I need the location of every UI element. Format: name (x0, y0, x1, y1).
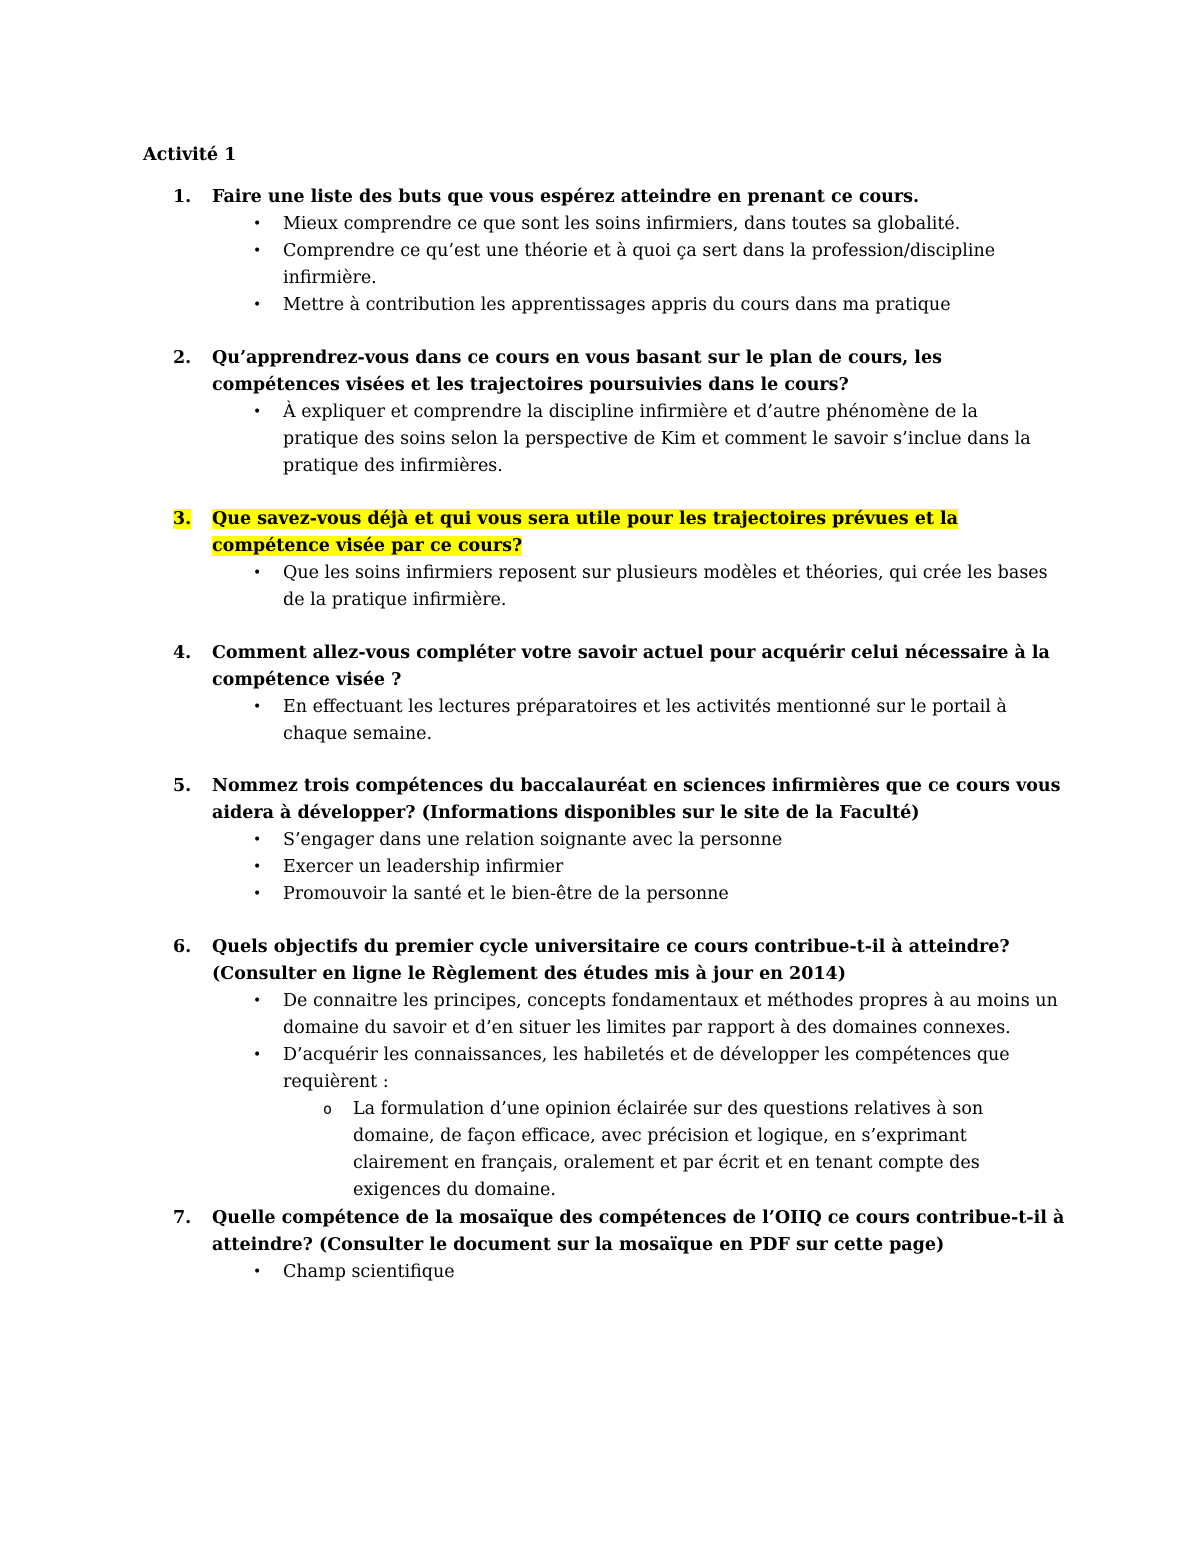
list-item (0, 827, 1200, 854)
answer-text: Champ scientifique (283, 1262, 455, 1282)
answer-text: En effectuant les lectures préparatoires et les activités mentionné sur le portail à chaque semaine. (283, 697, 1007, 744)
bullet-icon: • (253, 832, 262, 848)
list-item (0, 292, 1200, 319)
answer-list (0, 827, 1200, 908)
question-number: 2. (173, 348, 192, 368)
question-text: Quelle compétence de la mosaïque des compétences de l’OIIQ ce cours contribue-t-il à atteindre? (Consulter le document sur la mosaïque en PDF sur cette page) (212, 1208, 1065, 1255)
question-number: 5. (173, 776, 192, 796)
bullet-icon: • (253, 404, 262, 420)
answer-list (0, 211, 1200, 319)
bullet-icon: • (253, 565, 262, 581)
sub-answer-text: La formulation d’une opinion éclairée sur des questions relatives à son domaine, de façon efficace, avec précision et logique, en s’exprimant clairement en français, oralement et par écrit et en tenant compte des exigences du domaine. (353, 1099, 984, 1200)
bullet-icon: • (253, 216, 262, 232)
list-item (0, 1042, 1200, 1096)
list-item (0, 238, 1200, 292)
question-text: Qu’apprendrez-vous dans ce cours en vous basant sur le plan de cours, les compétences visées et les trajectoires poursuivies dans le cours? (212, 348, 942, 395)
question-number: 1. (173, 187, 192, 207)
question-number: 6. (173, 937, 192, 957)
answer-text: Mettre à contribution les apprentissages appris du cours dans ma pratique (283, 295, 951, 315)
list-item (0, 211, 1200, 238)
list-item (0, 854, 1200, 881)
bullet-icon: • (253, 243, 262, 259)
answer-list (0, 399, 1200, 480)
answer-text: Que les soins infirmiers reposent sur plusieurs modèles et théories, qui crée les bases de la pratique infirmière. (283, 563, 1048, 610)
answer-list (0, 988, 1200, 1204)
list-item (0, 560, 1200, 614)
list-item (0, 1259, 1200, 1286)
sub-list-item (0, 1096, 1200, 1204)
bullet-icon: • (253, 1047, 262, 1063)
question-text: Nommez trois compétences du baccalauréat en sciences infirmières que ce cours vous aidera à développer? (Informations disponibles sur le site de la Faculté) (212, 776, 1061, 823)
list-item (0, 399, 1200, 480)
answer-list (0, 1259, 1200, 1286)
list-item (0, 988, 1200, 1042)
highlighted-number: 3. (173, 509, 192, 529)
bullet-icon: • (253, 859, 262, 875)
answer-list (0, 694, 1200, 748)
question-number: 4. (173, 643, 192, 663)
document-title: Activité 1 (143, 145, 237, 165)
answer-text: De connaitre les principes, concepts fondamentaux et méthodes propres à au moins un domaine du savoir et d’en situer les limites par rapport à des domaines connexes. (283, 991, 1058, 1038)
bullet-icon: • (253, 993, 262, 1009)
answer-text: Exercer un leadership infirmier (283, 857, 564, 877)
list-item (0, 881, 1200, 908)
answer-text: Comprendre ce qu’est une théorie et à quoi ça sert dans la profession/discipline infirmière. (283, 241, 996, 288)
answer-text: D’acquérir les connaissances, les habiletés et de développer les compétences que requièrent : (283, 1045, 1010, 1092)
answer-text: S’engager dans une relation soignante avec la personne (283, 830, 783, 850)
question-number (173, 506, 191, 533)
circle-bullet-icon: o (323, 1100, 333, 1118)
answer-list (0, 560, 1200, 614)
question-text (212, 506, 1072, 560)
question-text: Comment allez-vous compléter votre savoir actuel pour acquérir celui nécessaire à la compétence visée ? (212, 643, 1050, 690)
question-text: Faire une liste des buts que vous espérez atteindre en prenant ce cours. (212, 187, 920, 207)
highlighted-question: Que savez-vous déjà et qui vous sera utile pour les trajectoires prévues et la compétence visée par ce cours? (212, 509, 959, 556)
bullet-icon: • (253, 886, 262, 902)
bullet-icon: • (253, 297, 262, 313)
question-number: 7. (173, 1208, 192, 1228)
answer-text: À expliquer et comprendre la discipline infirmière et d’autre phénomène de la pratique des soins selon la perspective de Kim et comment le savoir s’inclue dans la pratique des infirmières. (283, 402, 1031, 476)
question-text: Quels objectifs du premier cycle universitaire ce cours contribue-t-il à atteindre? (Consulter en ligne le Règlement des études mis à jour en 2014) (212, 937, 1010, 984)
answer-text: Promouvoir la santé et le bien-être de la personne (283, 884, 729, 904)
bullet-icon: • (253, 699, 262, 715)
bullet-icon: • (253, 1264, 262, 1280)
list-item (0, 694, 1200, 748)
answer-text: Mieux comprendre ce que sont les soins infirmiers, dans toutes sa globalité. (283, 214, 961, 234)
